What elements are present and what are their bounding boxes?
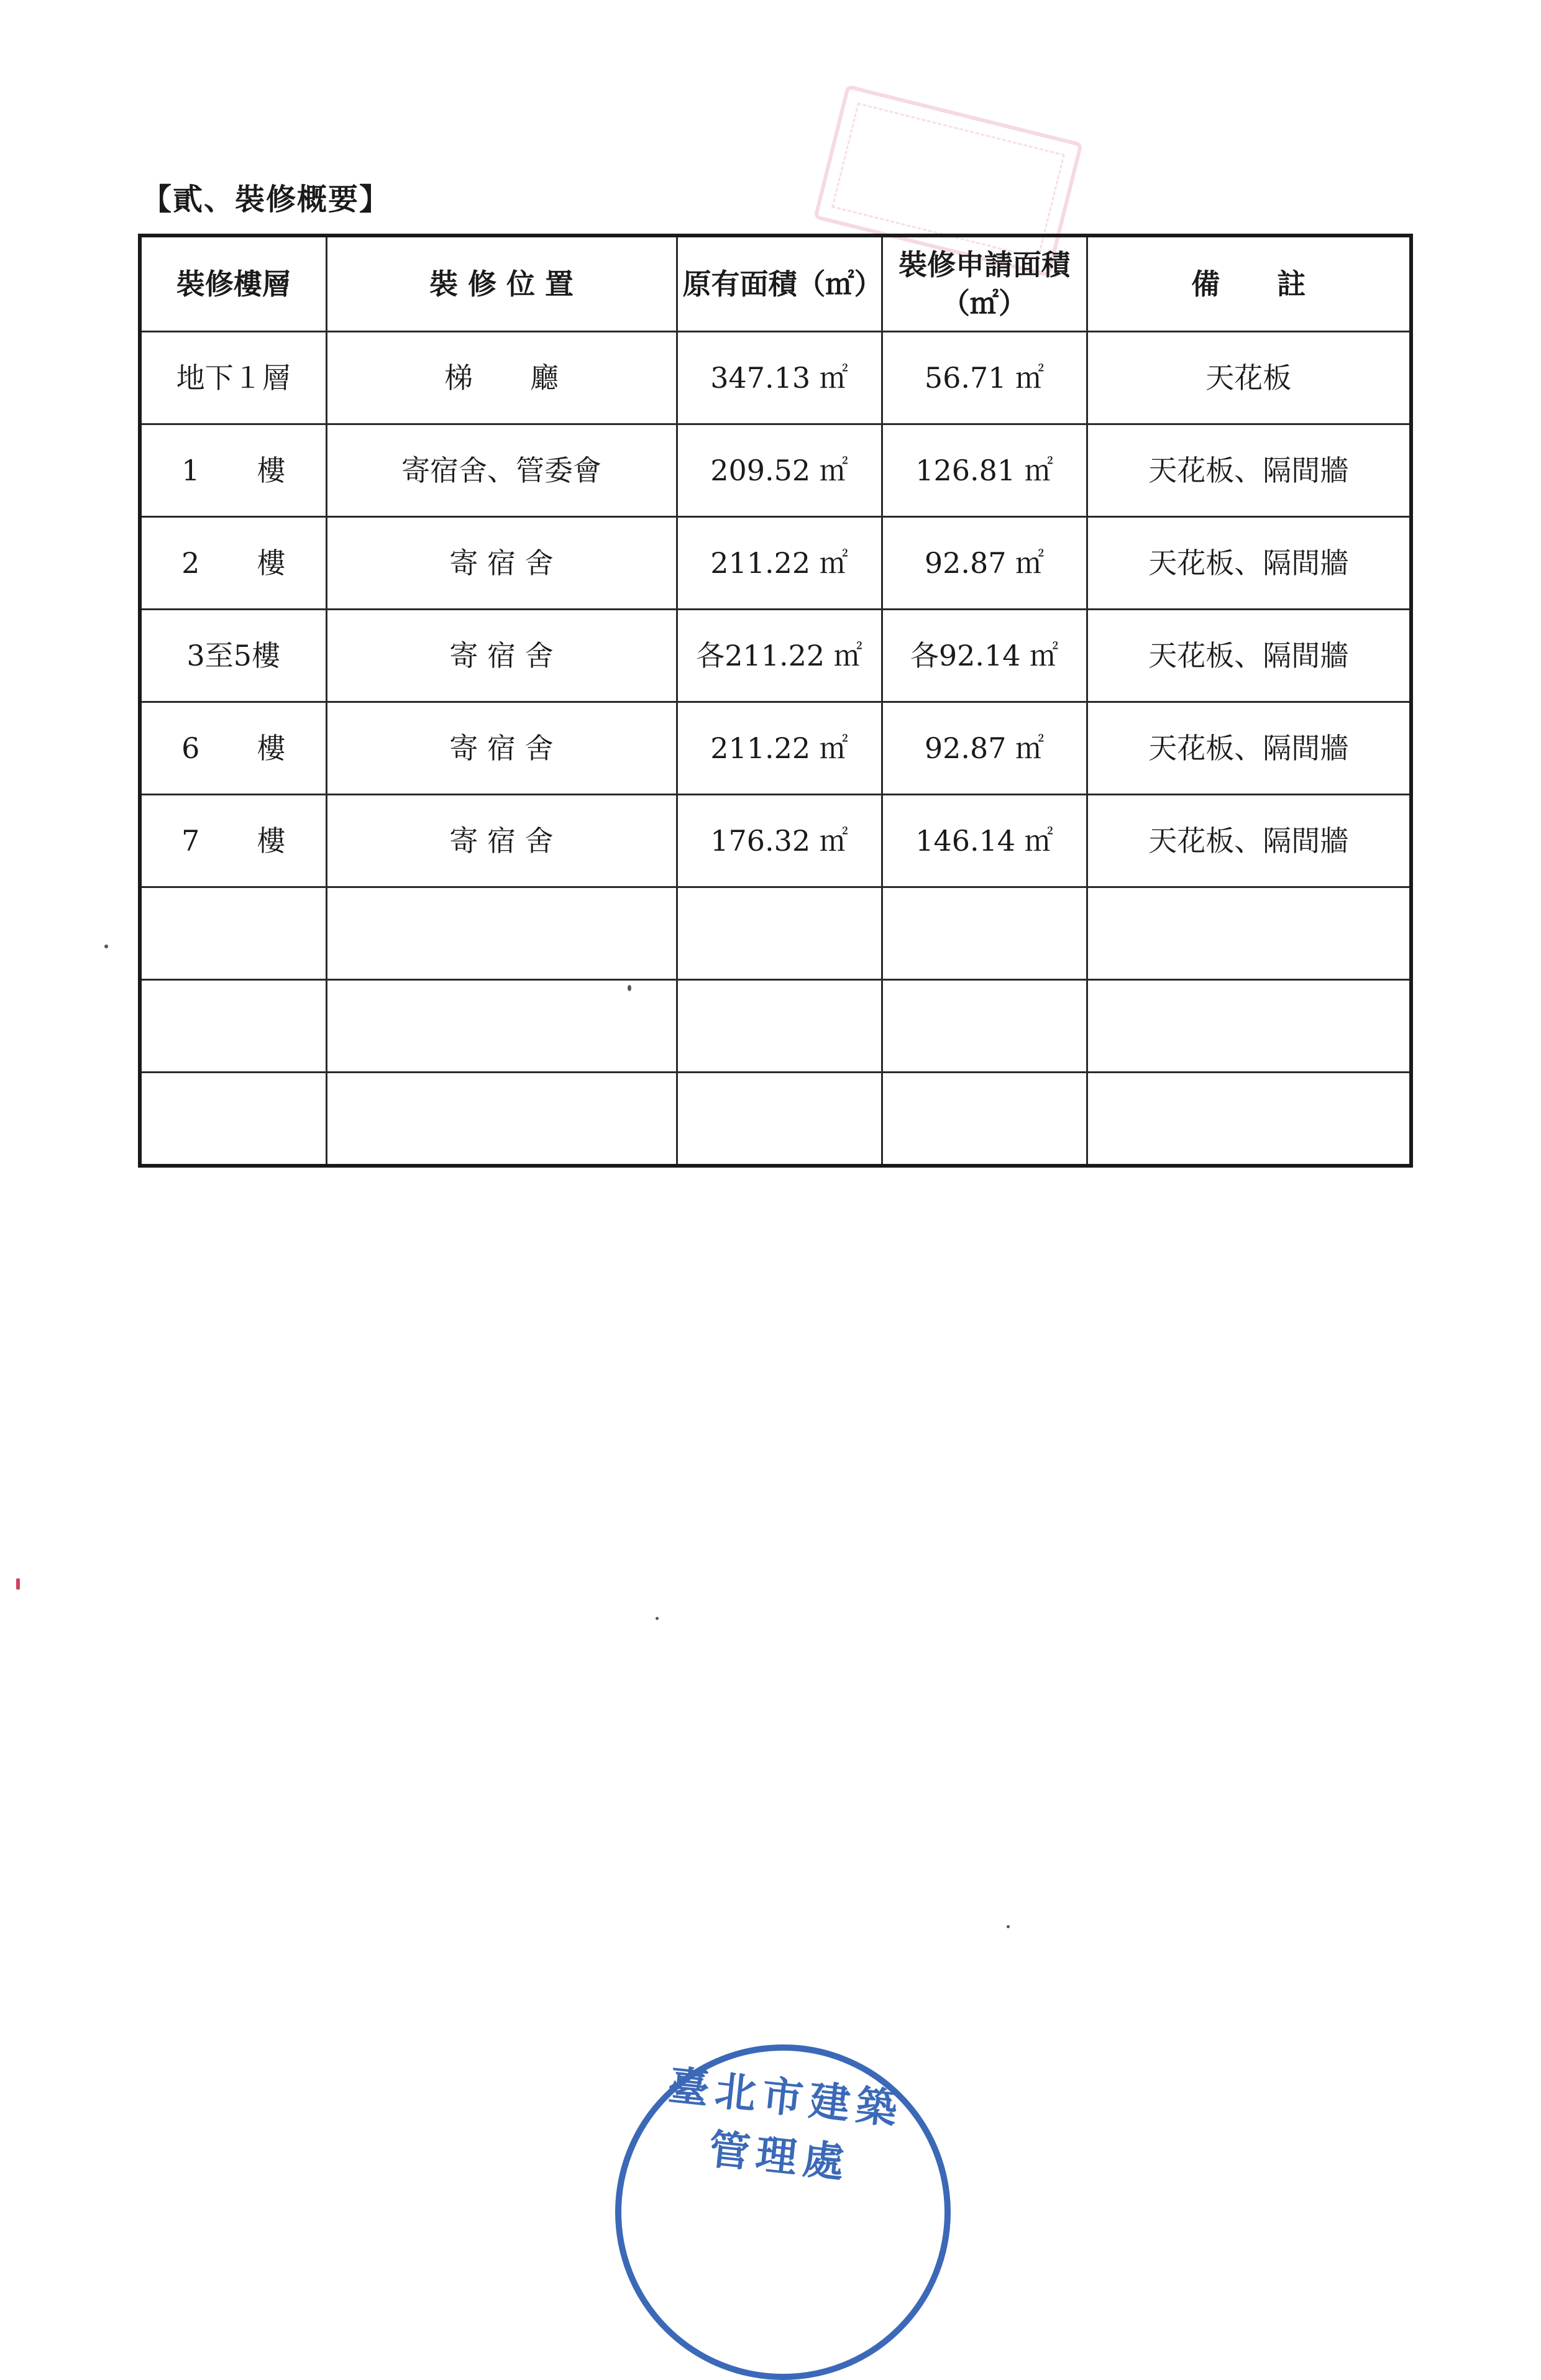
empty-cell: [140, 1073, 326, 1166]
cell-floor: 地下１層: [140, 332, 326, 424]
cell-location: 寄 宿 舍: [326, 795, 677, 887]
empty-cell: [1087, 980, 1411, 1073]
cell-location: 寄宿舍、管委會: [326, 424, 677, 517]
table-header-row: [140, 236, 1411, 332]
scan-speck: [16, 1578, 20, 1590]
table-row: [140, 332, 1411, 424]
cell-remarks: 天花板、隔間牆: [1087, 702, 1411, 795]
table-row: [140, 517, 1411, 610]
empty-cell: [326, 887, 677, 980]
renovation-summary-table: [138, 234, 1413, 1168]
header-original-area: 原有面積（㎡）: [677, 236, 882, 332]
table-row: [140, 424, 1411, 517]
header-remarks: 備 註: [1087, 236, 1411, 332]
empty-cell: [1087, 887, 1411, 980]
section-title: 【貳、裝修概要】: [142, 182, 391, 217]
empty-cell: [140, 980, 326, 1073]
cell-requested-area: 92.87 ㎡: [882, 517, 1087, 610]
cell-original-area: 209.52 ㎡: [677, 424, 882, 517]
scan-speck: [628, 985, 631, 991]
empty-cell: [882, 980, 1087, 1073]
cell-location: 寄 宿 舍: [326, 610, 677, 702]
header-location: 裝 修 位 置: [326, 236, 677, 332]
empty-cell: [677, 887, 882, 980]
cell-floor: 2 樓: [140, 517, 326, 610]
cell-requested-area: 各92.14 ㎡: [882, 610, 1087, 702]
cell-original-area: 176.32 ㎡: [677, 795, 882, 887]
cell-location: 梯 廳: [326, 332, 677, 424]
scan-speck: [104, 945, 108, 948]
empty-row: [140, 980, 1411, 1073]
cell-requested-area: 92.87 ㎡: [882, 702, 1087, 795]
empty-cell: [326, 980, 677, 1073]
scan-speck: [656, 1617, 659, 1620]
cell-original-area: 347.13 ㎡: [677, 332, 882, 424]
empty-row: [140, 887, 1411, 980]
empty-cell: [882, 1073, 1087, 1166]
empty-cell: [326, 1073, 677, 1166]
empty-cell: [677, 1073, 882, 1166]
empty-cell: [882, 887, 1087, 980]
cell-location: 寄 宿 舍: [326, 702, 677, 795]
cell-remarks: 天花板、隔間牆: [1087, 424, 1411, 517]
table-row: [140, 702, 1411, 795]
empty-cell: [140, 887, 326, 980]
header-requested-area: 裝修申請面積（㎡）: [882, 236, 1087, 332]
table-row: [140, 795, 1411, 887]
cell-floor: 7 樓: [140, 795, 326, 887]
scan-speck: [1007, 1925, 1010, 1928]
header-floor: 裝修樓層: [140, 236, 326, 332]
cell-remarks: 天花板、隔間牆: [1087, 795, 1411, 887]
empty-cell: [677, 980, 882, 1073]
cell-requested-area: 146.14 ㎡: [882, 795, 1087, 887]
cell-floor: 3至5樓: [140, 610, 326, 702]
cell-original-area: 211.22 ㎡: [677, 517, 882, 610]
cell-requested-area: 126.81 ㎡: [882, 424, 1087, 517]
cell-floor: 1 樓: [140, 424, 326, 517]
cell-original-area: 各211.22 ㎡: [677, 610, 882, 702]
official-seal-text: 臺北市建築管理處: [665, 2061, 906, 2188]
cell-floor: 6 樓: [140, 702, 326, 795]
cell-remarks: 天花板、隔間牆: [1087, 517, 1411, 610]
cell-remarks: 天花板、隔間牆: [1087, 610, 1411, 702]
cell-original-area: 211.22 ㎡: [677, 702, 882, 795]
table-row: [140, 610, 1411, 702]
empty-row: [140, 1073, 1411, 1166]
empty-cell: [1087, 1073, 1411, 1166]
cell-remarks: 天花板: [1087, 332, 1411, 424]
cell-location: 寄 宿 舍: [326, 517, 677, 610]
cell-requested-area: 56.71 ㎡: [882, 332, 1087, 424]
